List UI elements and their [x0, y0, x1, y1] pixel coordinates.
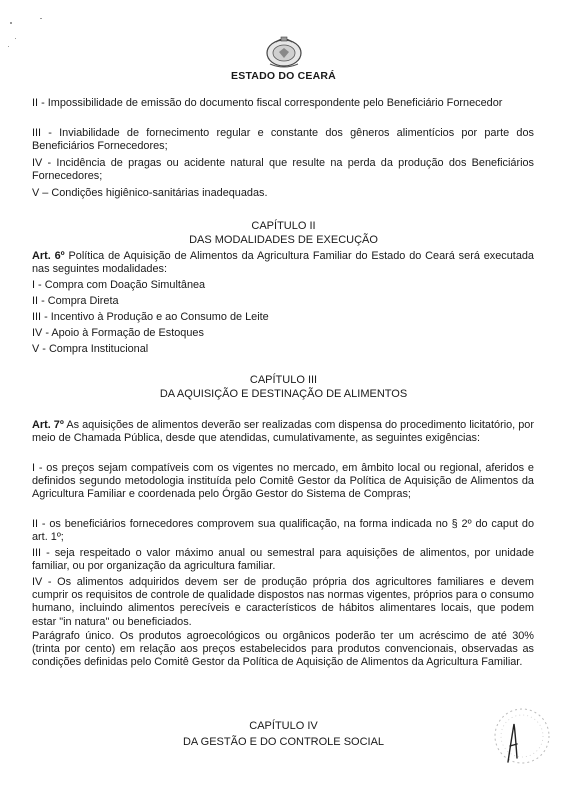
state-coat-of-arms-icon	[264, 34, 304, 70]
article-6	[32, 250, 534, 276]
scan-speck	[15, 38, 16, 39]
state-title: ESTADO DO CEARÁ	[231, 70, 336, 82]
article-7	[32, 419, 534, 445]
chapter-iv-title: DA GESTÃO E DO CONTROLE SOCIAL	[182, 736, 385, 748]
scan-speck	[10, 22, 12, 24]
modality-4: IV - Apoio à Formação de Estoques	[32, 327, 204, 339]
item-iv-pests: IV - Incidência de pragas ou acidente natural que resulte na perda da produção dos Beneficiários Fornecedores;	[32, 157, 534, 183]
article-6-label: Art. 6º	[32, 250, 65, 262]
chapter-iii-title: DA AQUISIÇÃO E DESTINAÇÃO DE ALIMENTOS	[159, 388, 408, 400]
modality-2: II - Compra Direta	[32, 295, 119, 307]
item-v-hygiene: V – Condições higiênico-sanitárias inadequadas.	[32, 187, 268, 199]
item-ii-impossibility: II - Impossibilidade de emissão do documento fiscal correspondente pelo Beneficiário Fornecedor	[32, 97, 503, 109]
modality-3: III - Incentivo à Produção e ao Consumo de Leite	[32, 311, 269, 323]
requirement-ii-qualification: II - os beneficiários fornecedores comprovem sua qualificação, na forma indicada no § 2º do caput do art. 1º;	[32, 518, 534, 544]
article-6-text: Política de Aquisição de Alimentos da Agricultura Familiar do Estado do Ceará será executada nas seguintes modalidades:	[32, 250, 534, 276]
chapter-iv-number: CAPÍTULO IV	[249, 720, 318, 732]
chapter-iii-number: CAPÍTULO III	[249, 374, 318, 386]
requirement-iv-own-production: IV - Os alimentos adquiridos devem ser de produção própria dos agricultores familiares e devem cumprir os requisitos de controle de qualidade dispostos nas normas vigentes, próprios para o consumo humano, incluindo alimentos perecíveis e característicos de hábitos alimentares locais, que podem estar "in natura" ou beneficiados.	[32, 576, 534, 628]
sole-paragraph: Parágrafo único. Os produtos agroecológicos ou orgânicos poderão ter um acréscimo de até 30% (trinta por cento) em relação aos preços estabelecidos para produtos convencionais, observadas as condições definidas pelo Comitê Gestor da Política de Aquisição de Alimentos da Agricultura Familiar.	[32, 630, 534, 669]
article-7-label: Art. 7º	[32, 419, 64, 431]
chapter-ii-title: DAS MODALIDADES DE EXECUÇÃO	[189, 234, 378, 246]
handwritten-initial-stamp-icon	[488, 700, 550, 772]
chapter-ii-number: CAPÍTULO II	[251, 220, 316, 232]
requirement-i-prices: I - os preços sejam compatíveis com os vigentes no mercado, em âmbito local ou regional, aferidos e definidos segundo metodologia instituída pelo Comitê Gestor da Política de Aquisição de Alimentos da Agricultura Familiar e coordenada pelo Órgão Gestor do Sistema de Compras;	[32, 462, 534, 501]
item-iii-inviability: III - Inviabilidade de fornecimento regular e constante dos gêneros alimentícios por parte dos Beneficiários Fornecedores;	[32, 127, 534, 153]
requirement-iii-max-value: III - seja respeitado o valor máximo anual ou semestral para aquisições de alimentos, por unidade familiar, ou por organização da agricultura familiar.	[32, 547, 534, 573]
article-7-text: As aquisições de alimentos deverão ser realizadas com dispensa do procedimento licitatório, por meio de Chamada Pública, desde que atendidas, cumulativamente, as seguintes exigências:	[32, 419, 534, 445]
modality-5: V - Compra Institucional	[32, 343, 149, 355]
scan-speck	[8, 46, 9, 47]
scan-speck	[40, 18, 42, 19]
modality-1: I - Compra com Doação Simultânea	[32, 279, 206, 291]
